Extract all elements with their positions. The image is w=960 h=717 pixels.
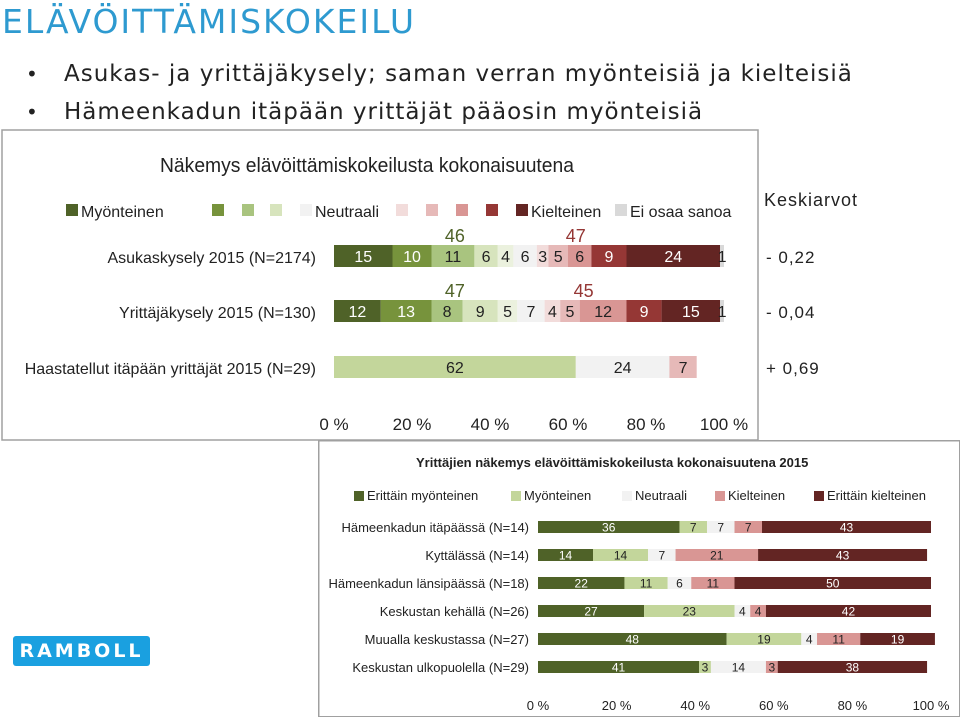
data-label: 5 — [553, 249, 563, 266]
legend-swatch — [212, 204, 224, 216]
data-label: 3 — [538, 249, 548, 266]
data-label: 5 — [565, 304, 575, 321]
x-tick-label: 100 % — [699, 415, 749, 434]
data-label: 50 — [826, 576, 840, 591]
data-label: 24 — [613, 360, 632, 377]
category-label: Hämeenkadun länsipäässä (N=18) — [328, 576, 529, 591]
x-tick-label: 80 % — [626, 415, 666, 434]
data-label: 4 — [547, 304, 557, 321]
data-label: 3 — [768, 660, 776, 675]
legend-swatch — [396, 204, 408, 216]
data-label: 5 — [503, 304, 513, 321]
data-label: 43 — [835, 548, 850, 563]
category-label: Haastatellut itäpään yrittäjät 2015 (N=29) — [24, 361, 316, 378]
data-label: 6 — [520, 249, 530, 266]
data-label: 41 — [611, 660, 626, 675]
negative-total-label: 47 — [565, 226, 586, 246]
data-label: 48 — [625, 632, 639, 647]
data-label: 9 — [639, 304, 649, 321]
data-label: 36 — [602, 520, 616, 535]
positive-total-label: 46 — [444, 226, 465, 246]
legend-label: Ei osaa sanoa — [630, 204, 732, 221]
data-label: 24 — [664, 249, 683, 266]
data-label: 14 — [731, 660, 746, 675]
data-label: 11 — [444, 249, 462, 266]
legend-label: Neutraali — [315, 204, 380, 221]
category-label: Kyttälässä (N=14) — [425, 548, 529, 563]
data-label: 62 — [446, 360, 464, 377]
overall-view-chart — [0, 128, 870, 442]
category-label: Keskustan ulkopuolella (N=29) — [352, 660, 529, 675]
legend-label: Erittäin myönteinen — [367, 488, 479, 503]
data-label: 7 — [658, 548, 666, 563]
data-label: 13 — [397, 304, 416, 321]
negative-total-label: 45 — [573, 281, 594, 301]
category-label: Keskustan kehällä (N=26) — [379, 604, 529, 619]
legend-swatch — [511, 491, 521, 501]
data-label: 11 — [832, 632, 845, 647]
legend-swatch — [300, 204, 312, 216]
legend-swatch — [615, 204, 627, 216]
positive-total-label: 47 — [444, 281, 465, 301]
data-label: 1 — [717, 304, 727, 321]
data-label: 4 — [739, 604, 746, 619]
mean-value: - 0,22 — [766, 248, 816, 267]
legend-swatch — [622, 491, 632, 501]
data-label: 7 — [678, 360, 688, 377]
mean-value: + 0,69 — [766, 359, 820, 378]
data-label: 10 — [403, 249, 421, 266]
data-label: 4 — [501, 249, 511, 266]
legend-label: Neutraali — [635, 488, 688, 503]
legend-swatch — [270, 204, 282, 216]
data-label: 12 — [348, 304, 367, 321]
x-tick-label: 100 % — [912, 698, 950, 713]
data-label: 7 — [717, 520, 725, 535]
bullet-item: • Asukas- ja yrittäjäkysely; saman verran myönteisiä ja kielteisiä — [26, 58, 853, 96]
bullet-list — [26, 58, 853, 134]
category-label: Asukaskysely 2015 (N=2174) — [107, 250, 316, 267]
data-label: 19 — [890, 632, 905, 647]
data-label: 6 — [676, 576, 683, 591]
data-label: 11 — [706, 576, 720, 591]
x-tick-label: 0 % — [526, 698, 550, 713]
data-label: 15 — [354, 249, 373, 266]
data-label: 8 — [442, 304, 452, 321]
data-label: 9 — [604, 249, 614, 266]
data-label: 1 — [717, 249, 727, 266]
legend-label: Erittäin kielteinen — [827, 488, 926, 503]
legend-swatch — [516, 204, 528, 216]
x-tick-label: 0 % — [319, 415, 349, 434]
bullet-item: • Hämeenkadun itäpään yrittäjät pääosin myönteisiä — [26, 96, 853, 134]
data-label: 15 — [681, 304, 700, 321]
legend-swatch — [814, 491, 824, 501]
data-label: 19 — [757, 632, 771, 647]
x-tick-label: 40 % — [470, 415, 510, 434]
data-label: 27 — [584, 604, 598, 619]
data-label: 6 — [575, 249, 585, 266]
legend-swatch — [66, 204, 78, 216]
category-label: Muualla keskustassa (N=27) — [364, 632, 529, 647]
legend-swatch — [486, 204, 498, 216]
x-tick-label: 20 % — [601, 698, 632, 713]
data-label: 7 — [689, 520, 697, 535]
data-label: 42 — [841, 604, 856, 619]
data-label: 6 — [481, 249, 491, 266]
data-label: 4 — [754, 604, 762, 619]
legend-swatch — [715, 491, 725, 501]
data-label: 38 — [845, 660, 860, 675]
data-label: 9 — [475, 304, 485, 321]
chart-title: Näkemys elävöittämiskokeilusta kokonaisuutena — [160, 155, 575, 177]
data-label: 14 — [558, 548, 573, 563]
entrepreneur-view-chart — [318, 440, 960, 717]
x-tick-label: 40 % — [680, 698, 711, 713]
legend-label: Kielteinen — [728, 488, 786, 503]
data-label: 21 — [710, 548, 724, 563]
keskiarvot-title: Keskiarvot — [764, 190, 859, 210]
chart-title: Yrittäjien näkemys elävöittämiskokeilusta kokonaisuutena 2015 — [416, 455, 809, 470]
data-label: 7 — [744, 520, 752, 535]
category-label: Yrittäjäkysely 2015 (N=130) — [119, 305, 316, 322]
ramboll-logo: RAMBOLL — [13, 636, 150, 666]
x-tick-label: 20 % — [392, 415, 432, 434]
legend-label: Kielteinen — [531, 204, 602, 221]
data-label: 14 — [613, 548, 628, 563]
x-tick-label: 80 % — [837, 698, 868, 713]
data-label: 7 — [526, 304, 536, 321]
data-label: 11 — [639, 576, 653, 591]
legend-swatch — [242, 204, 254, 216]
data-label: 4 — [805, 632, 813, 647]
page-title: ELÄVÖITTÄMISKOKEILU — [2, 2, 416, 41]
data-label: 3 — [701, 660, 709, 675]
x-tick-label: 60 % — [548, 415, 588, 434]
legend-swatch — [426, 204, 438, 216]
data-label: 22 — [574, 576, 588, 591]
data-label: 23 — [682, 604, 696, 619]
x-tick-label: 60 % — [758, 698, 789, 713]
data-label: 43 — [839, 520, 854, 535]
legend-swatch — [456, 204, 468, 216]
legend-swatch — [354, 491, 364, 501]
legend-label: Myönteinen — [81, 204, 164, 221]
legend-label: Myönteinen — [524, 488, 592, 503]
data-label: 12 — [594, 304, 612, 321]
mean-value: - 0,04 — [766, 303, 816, 322]
category-label: Hämeenkadun itäpäässä (N=14) — [341, 520, 529, 535]
